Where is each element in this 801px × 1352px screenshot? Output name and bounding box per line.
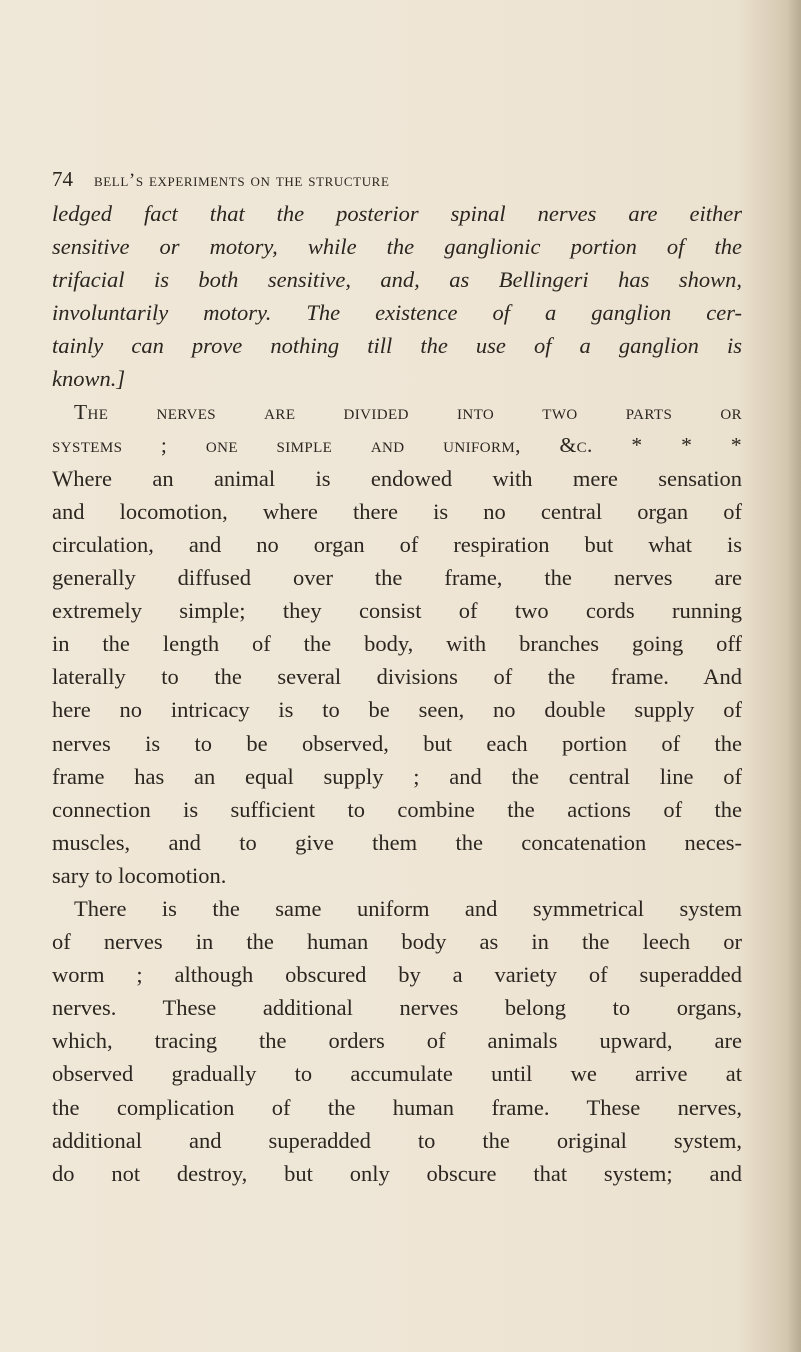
running-head — [52, 164, 742, 194]
text-line: observed gradually to accumulate until we arrive at — [52, 1061, 742, 1087]
text-line: nerves. These additional nerves belong to organs, — [52, 995, 742, 1021]
text-line: additional and superadded to the original system, — [52, 1127, 742, 1153]
running-head-title: bell’s experiments on the structure — [94, 170, 390, 191]
text-line: connection is sufficient to combine the actions of the — [52, 796, 742, 822]
text-line: trifacial is both sensitive, and, as Bellingeri has shown, — [52, 267, 742, 293]
text-line: nerves is to be observed, but each portion of the — [52, 730, 742, 756]
text-line: worm ; although obscured by a variety of superadded — [52, 962, 742, 988]
text-line: tainly can prove nothing till the use of a ganglion is — [52, 333, 742, 359]
text-line: muscles, and to give them the concatenation neces- — [52, 829, 742, 855]
text-line: in the length of the body, with branches going off — [52, 631, 742, 657]
text-line: known.] — [52, 366, 126, 392]
text-line: Where an animal is endowed with mere sensation — [52, 465, 742, 491]
page-number: 74 — [52, 167, 73, 191]
text-line: ledged fact that the posterior spinal nerves are either — [52, 201, 742, 226]
section-heading-line: systems ; one simple and uniform, &c. * * * — [52, 432, 742, 457]
text-line: extremely simple; they consist of two cords running — [52, 598, 742, 624]
text-line: sensitive or motory, while the ganglionic portion of the — [52, 234, 742, 260]
text-line: circulation, and no organ of respiration but what is — [52, 531, 742, 557]
text-line: involuntarily motory. The existence of a ganglion cer- — [52, 300, 742, 326]
text-line: frame has an equal supply ; and the central line of — [52, 763, 742, 789]
page-edge-shadow — [787, 0, 801, 1352]
text-line: which, tracing the orders of animals upward, are — [52, 1028, 742, 1054]
text-line: sary to locomotion. — [52, 862, 227, 888]
text-line: here no intricacy is to be seen, no double supply of — [52, 697, 742, 723]
text-line: laterally to the several divisions of the frame. And — [52, 664, 742, 690]
body-text — [52, 197, 742, 1190]
text-line: the complication of the human frame. These nerves, — [52, 1094, 742, 1120]
text-line: do not destroy, but only obscure that system; and — [52, 1160, 742, 1186]
section-heading-line: The nerves are divided into two parts or — [74, 399, 742, 424]
text-line: and locomotion, where there is no central organ of — [52, 498, 742, 524]
text-line: generally diffused over the frame, the nerves are — [52, 565, 742, 591]
text-line: There is the same uniform and symmetrical system — [74, 895, 742, 921]
text-line: of nerves in the human body as in the leech or — [52, 929, 742, 955]
